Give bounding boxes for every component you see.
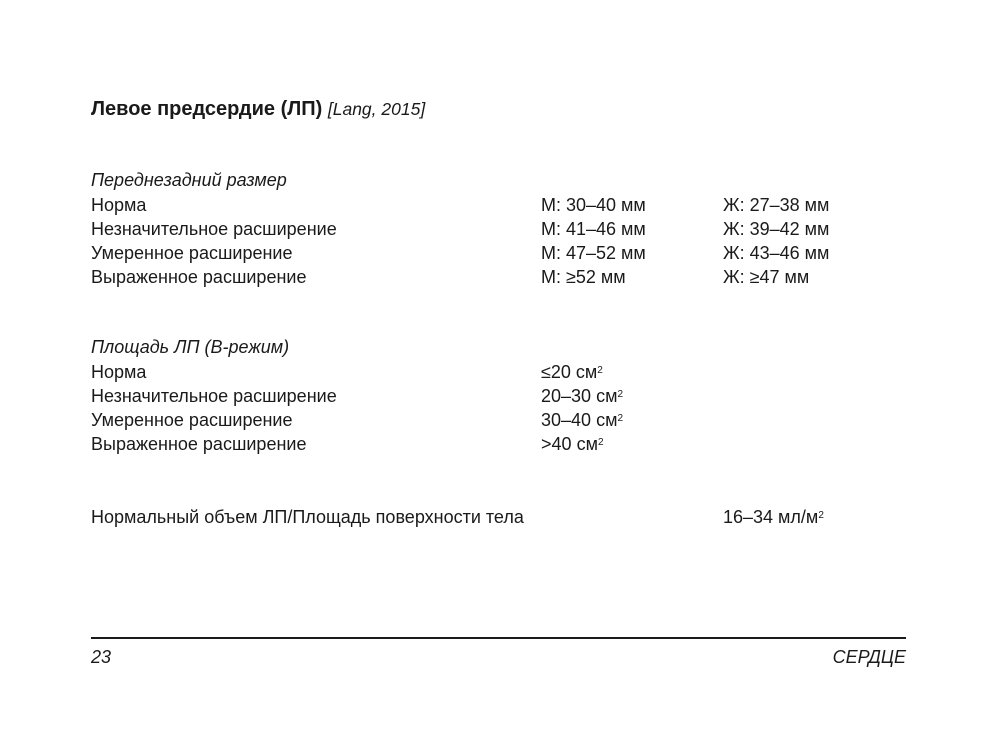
section-name: СЕРДЦЕ (832, 647, 906, 667)
volume-value: 16–34 $мл/м^2$ (723, 507, 824, 527)
s1-row2-label: Незначительное расширение (91, 219, 337, 239)
s1-row4-female: Ж: ≥47 мм (723, 267, 810, 287)
title-citation: [Lang, 2015] (327, 99, 426, 119)
section2-heading: Площадь ЛП (В-режим) (91, 337, 290, 357)
s1-row3-label: Умеренное расширение (91, 243, 293, 263)
s2-row3-value: 30–40 $см^2$ (541, 410, 624, 430)
s2-row4-value: >40 $см^2$ (541, 434, 604, 454)
s1-row4-label: Выраженное расширение (91, 267, 307, 287)
s1-row1-label: Норма (91, 195, 147, 215)
s1-row3-male: М: 47–52 мм (541, 243, 646, 263)
s1-row4-male: М: ≥52 мм (541, 267, 626, 287)
s1-row3-female: Ж: 43–46 мм (723, 243, 830, 263)
s1-row1-male: М: 30–40 мм (541, 195, 646, 215)
s2-row3-label: Умеренное расширение (91, 410, 293, 430)
page-number: 23 (91, 647, 112, 667)
s1-row2-male: М: 41–46 мм (541, 219, 646, 239)
page-title (91, 98, 425, 121)
footer-rule (91, 637, 906, 639)
s1-row2-female: Ж: 39–42 мм (723, 219, 830, 239)
s1-row1-female: Ж: 27–38 мм (723, 195, 830, 215)
section1-heading: Переднезадний размер (91, 170, 287, 190)
volume-label: Нормальный объем ЛП/Площадь поверхности тела (91, 507, 524, 527)
s2-row2-value: 20–30 $см^2$ (541, 386, 624, 406)
s2-row1-value: ≤20 $см^2$ (541, 362, 603, 382)
s2-row4-label: Выраженное расширение (91, 434, 307, 454)
s2-row2-label: Незначительное расширение (91, 386, 337, 406)
s2-row1-label: Норма (91, 362, 147, 382)
title-main: Левое предсердие (ЛП) (91, 98, 323, 120)
